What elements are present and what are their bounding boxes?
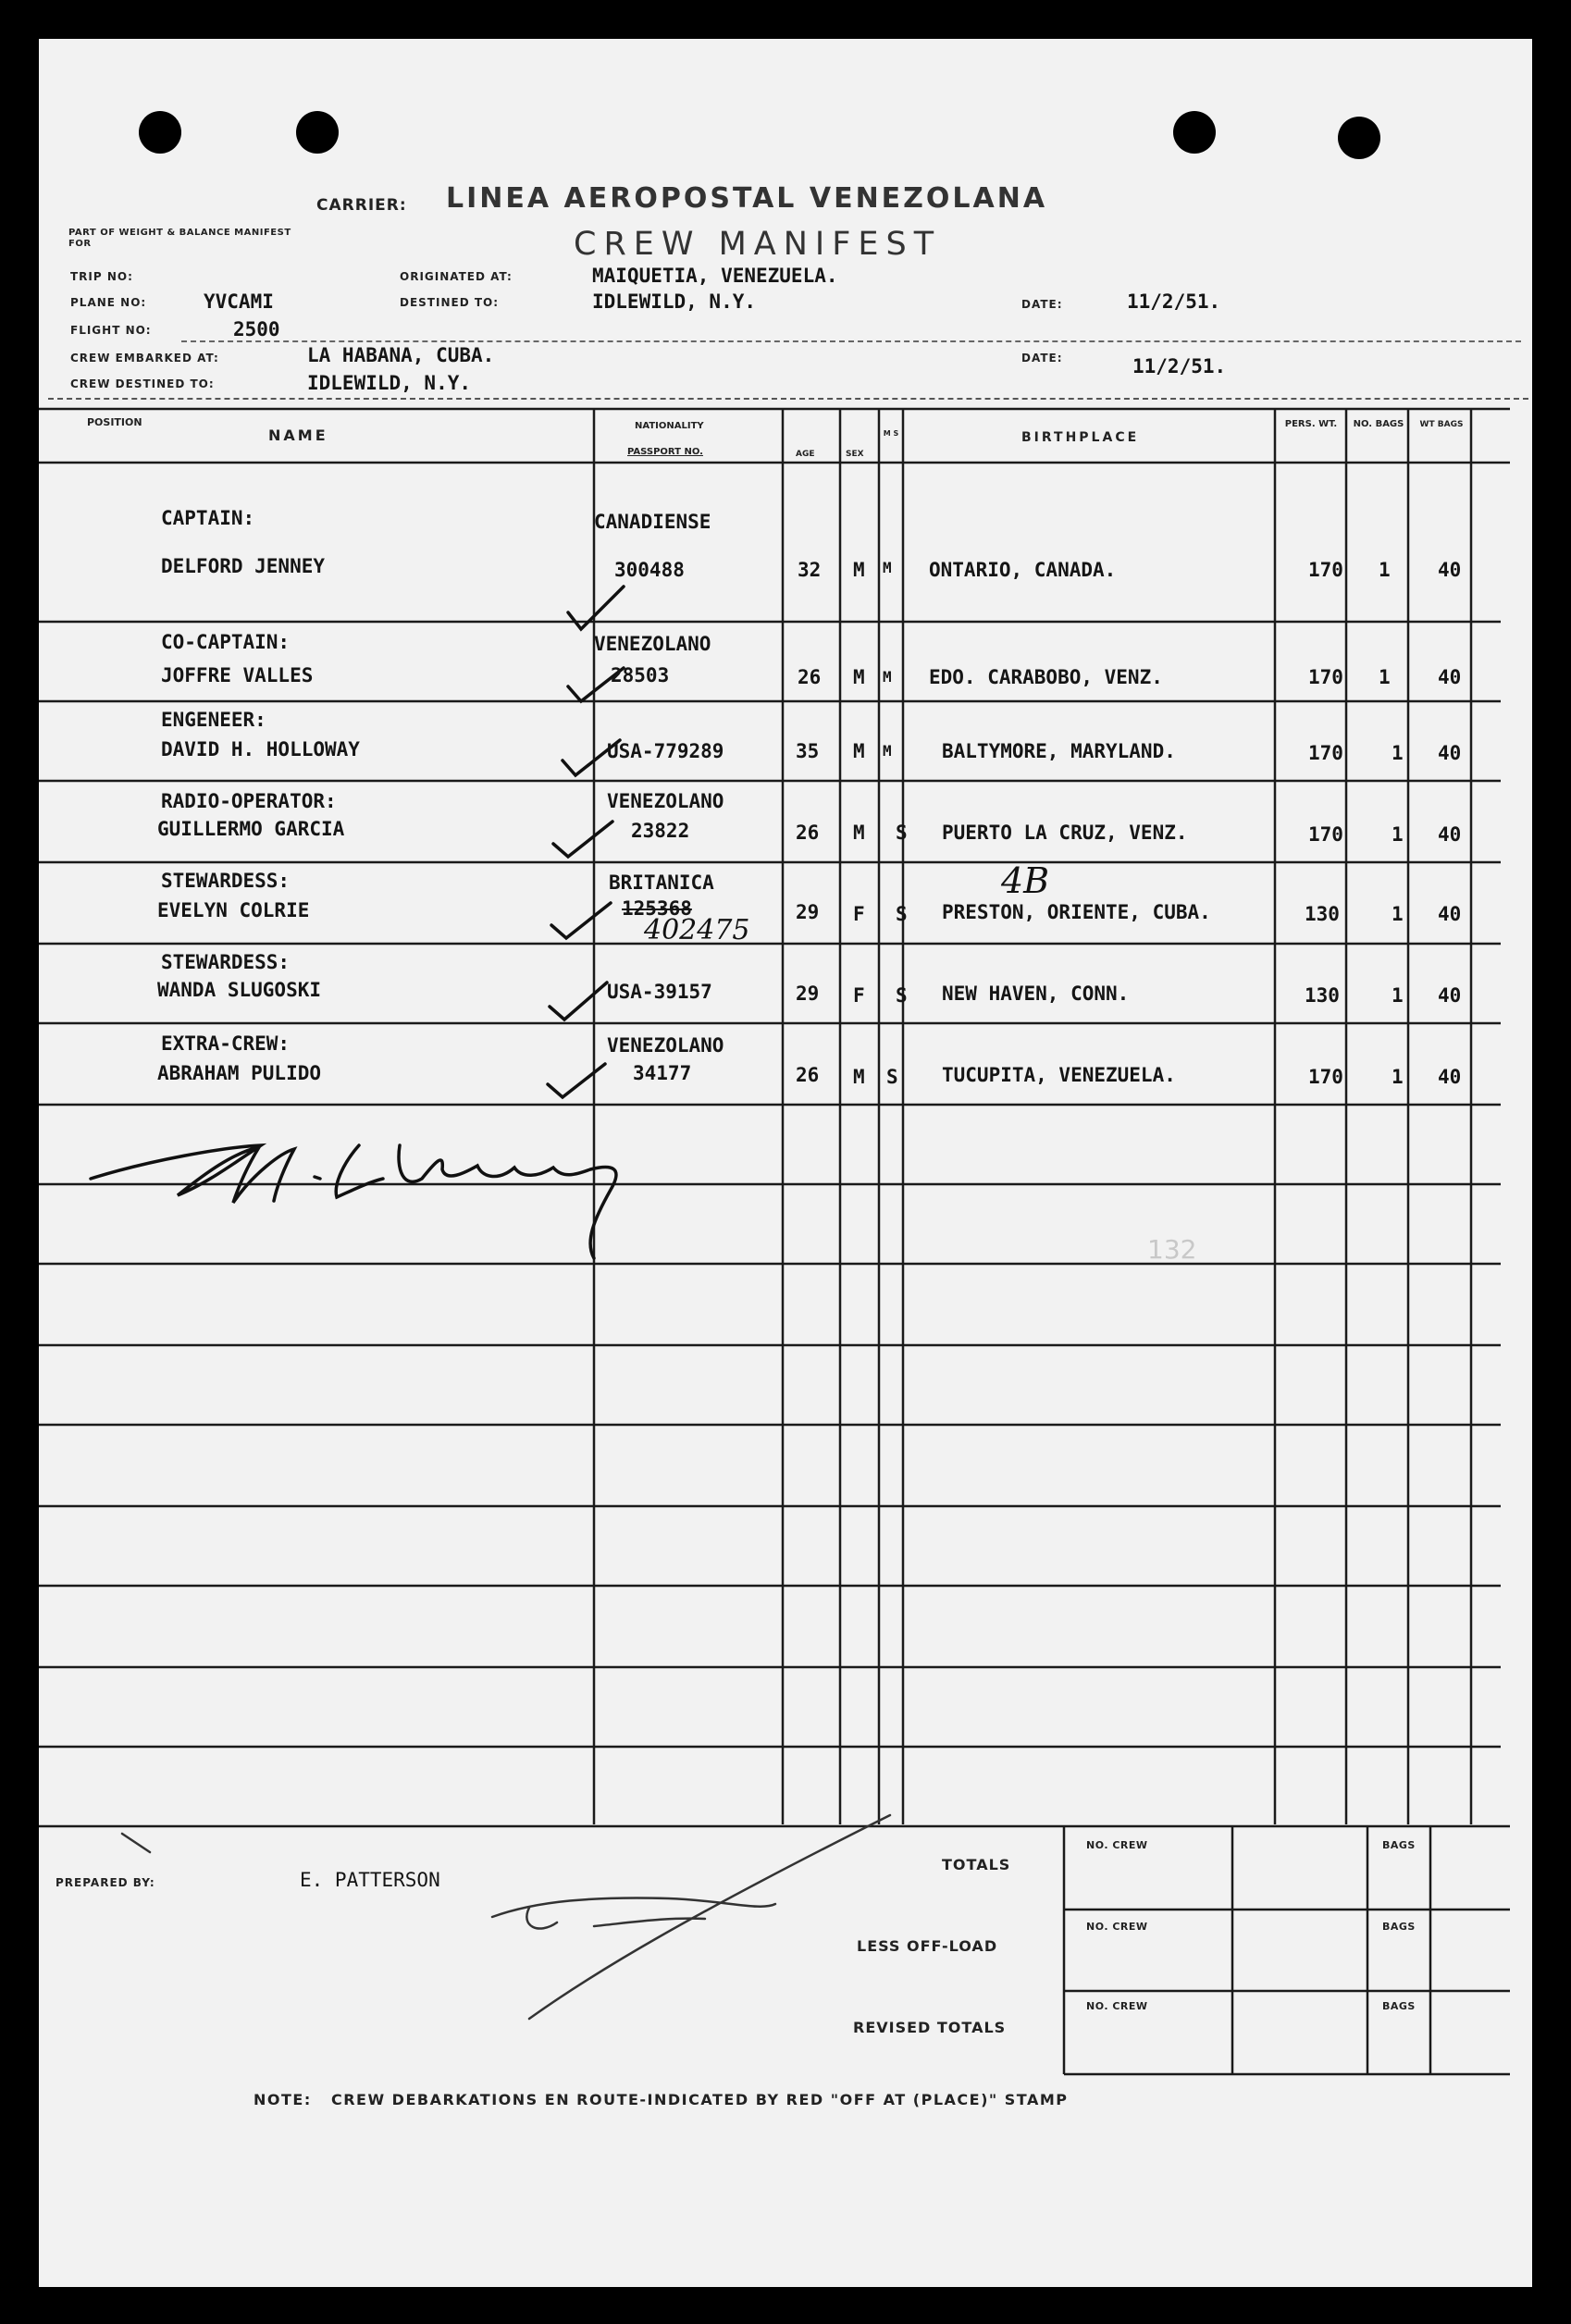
- revised-totals-label: REVISED TOTALS: [853, 2019, 1007, 2036]
- col-sex: SEX: [846, 450, 864, 459]
- col-nationality: NATIONALITY: [635, 421, 704, 431]
- crew-pers-wt: 130: [1305, 984, 1340, 1007]
- destined-value: IDLEWILD, N.Y.: [592, 290, 757, 313]
- crew-sex: M: [853, 740, 865, 762]
- crew-nationality: VENEZOLANO: [607, 790, 724, 812]
- crew-destined-value: IDLEWILD, N.Y.: [307, 372, 472, 394]
- crew-name: GUILLERMO GARCIA: [157, 818, 345, 840]
- crew-bags: 1: [1379, 559, 1391, 581]
- col-wt-bags: WT BAGS: [1419, 420, 1464, 429]
- crew-name: ABRAHAM PULIDO: [157, 1062, 322, 1084]
- crew-bags: 1: [1379, 666, 1391, 688]
- crew-marital: M: [883, 559, 892, 576]
- crew-birthplace: PUERTO LA CRUZ, VENZ.: [942, 822, 1188, 844]
- table-grid: [39, 39, 1532, 2287]
- col-ms: M S: [883, 429, 899, 438]
- crew-age: 26: [796, 1064, 820, 1086]
- crew-birthplace: BALTYMORE, MARYLAND.: [942, 740, 1176, 762]
- crew-position: STEWARDESS:: [161, 951, 291, 973]
- crew-passport: 300488: [614, 559, 685, 581]
- crew-sex: M: [853, 822, 865, 844]
- crew-name: JOFFRE VALLES: [161, 664, 314, 686]
- plane-no-value: YVCAMI: [204, 290, 274, 313]
- crew-birthplace: PRESTON, ORIENTE, CUBA.: [942, 901, 1211, 923]
- crew-age: 26: [796, 822, 820, 844]
- crew-name: DAVID H. HOLLOWAY: [161, 738, 360, 760]
- col-age: AGE: [796, 450, 815, 459]
- crew-nationality: CANADIENSE: [594, 511, 711, 533]
- crew-position: CAPTAIN:: [161, 507, 255, 529]
- date-label-1: DATE:: [1021, 298, 1063, 311]
- crew-age: 35: [796, 740, 820, 762]
- crew-wt-bags: 40: [1438, 1066, 1462, 1088]
- crew-bags: 1: [1392, 742, 1404, 764]
- crew-name: WANDA SLUGOSKI: [157, 979, 322, 1001]
- crew-passport: 34177: [633, 1062, 692, 1084]
- bags-label: BAGS: [1382, 2000, 1416, 2012]
- crew-wt-bags: 40: [1438, 742, 1462, 764]
- crew-marital: S: [896, 822, 908, 844]
- crew-age: 26: [798, 666, 822, 688]
- crew-marital: S: [886, 1066, 898, 1088]
- prepared-by-label: PREPARED BY:: [56, 1876, 155, 1889]
- crew-passport: 23822: [631, 820, 690, 842]
- date-label-2: DATE:: [1021, 352, 1063, 365]
- crew-passport: USA-779289: [607, 740, 724, 762]
- col-passport: PASSPORT NO.: [627, 447, 703, 457]
- crew-wt-bags: 40: [1438, 984, 1462, 1007]
- crew-sex: M: [853, 559, 865, 581]
- totals-label: TOTALS: [942, 1856, 1011, 1873]
- embarked-value: LA HABANA, CUBA.: [307, 344, 495, 366]
- crew-pers-wt: 170: [1308, 742, 1343, 764]
- col-pers-wt: PERS. WT.: [1284, 419, 1338, 429]
- crew-marital: M: [883, 668, 892, 686]
- crew-age: 29: [796, 983, 820, 1005]
- flight-no-value: 2500: [233, 318, 280, 340]
- crew-bags: 1: [1392, 1066, 1404, 1088]
- col-birthplace: BIRTHPLACE: [1021, 430, 1140, 445]
- no-crew-label: NO. CREW: [1086, 2000, 1148, 2012]
- prepared-by-value: E. PATTERSON: [300, 1869, 440, 1891]
- crew-name: DELFORD JENNEY: [161, 555, 326, 577]
- carrier-label: CARRIER:: [316, 196, 407, 215]
- originated-value: MAIQUETIA, VENEZUELA.: [592, 265, 838, 287]
- no-crew-label: NO. CREW: [1086, 1839, 1148, 1851]
- crew-destined-label: CREW DESTINED TO:: [70, 377, 215, 390]
- crew-marital: S: [896, 984, 908, 1007]
- crew-wt-bags: 40: [1438, 903, 1462, 925]
- part-of-manifest-label: PART OF WEIGHT & BALANCE MANIFEST FOR: [68, 228, 291, 249]
- col-no-bags: NO. BAGS: [1353, 419, 1404, 429]
- page-title: CREW MANIFEST: [574, 226, 942, 263]
- crew-passport-handwritten: 402475: [644, 914, 750, 946]
- crew-sex: F: [853, 903, 865, 925]
- crew-wt-bags: 40: [1438, 823, 1462, 846]
- crew-position: EXTRA-CREW:: [161, 1032, 291, 1055]
- crew-sex: M: [853, 1066, 865, 1088]
- crew-pers-wt: 170: [1308, 666, 1343, 688]
- no-crew-label: NO. CREW: [1086, 1921, 1148, 1933]
- crew-birthplace-handwritten: 4B: [1001, 860, 1050, 901]
- footer-note: NOTE: CREW DEBARKATIONS EN ROUTE-INDICATED BY RED "OFF AT (PLACE)" STAMP: [254, 2091, 1069, 2108]
- col-name: NAME: [268, 426, 328, 444]
- crew-pers-wt: 170: [1308, 823, 1343, 846]
- bags-label: BAGS: [1382, 1921, 1416, 1933]
- trip-no-label: TRIP NO:: [70, 270, 133, 283]
- plane-no-label: PLANE NO:: [70, 296, 147, 309]
- bags-label: BAGS: [1382, 1839, 1416, 1851]
- check-marks: [548, 587, 624, 1097]
- crew-bags: 1: [1392, 984, 1404, 1007]
- crew-passport: USA-39157: [607, 981, 712, 1003]
- manifest-sheet: [39, 39, 1532, 2287]
- crew-sex: F: [853, 984, 865, 1007]
- crew-sex: M: [853, 666, 865, 688]
- crew-birthplace: EDO. CARABOBO, VENZ.: [929, 666, 1163, 688]
- embarked-label: CREW EMBARKED AT:: [70, 352, 219, 365]
- originated-label: ORIGINATED AT:: [400, 270, 513, 283]
- crew-passport: 125368: [622, 897, 692, 920]
- crew-wt-bags: 40: [1438, 559, 1462, 581]
- crew-nationality: VENEZOLANO: [594, 633, 711, 655]
- crew-nationality: BRITANICA: [609, 872, 714, 894]
- crew-passport: 28503: [611, 664, 670, 686]
- crew-bags: 1: [1392, 903, 1404, 925]
- crew-pers-wt: 170: [1308, 559, 1343, 581]
- less-offload-label: LESS OFF-LOAD: [857, 1937, 998, 1955]
- crew-position: RADIO-OPERATOR:: [161, 790, 337, 812]
- crew-age: 29: [796, 901, 820, 923]
- crew-birthplace: TUCUPITA, VENEZUELA.: [942, 1064, 1176, 1086]
- destined-label: DESTINED TO:: [400, 296, 500, 309]
- carrier-name: LINEA AEROPOSTAL VENEZOLANA: [446, 182, 1048, 215]
- crew-nationality: VENEZOLANO: [607, 1034, 724, 1057]
- col-position: POSITION: [87, 416, 142, 428]
- crew-bags: 1: [1392, 823, 1404, 846]
- signature-scribble: [91, 1145, 616, 1258]
- crew-wt-bags: 40: [1438, 666, 1462, 688]
- preparer-initials: [122, 1815, 890, 2019]
- date-value-2: 11/2/51.: [1132, 355, 1227, 377]
- date-value-1: 11/2/51.: [1127, 290, 1221, 313]
- crew-age: 32: [798, 559, 822, 581]
- crew-birthplace: NEW HAVEN, CONN.: [942, 983, 1130, 1005]
- crew-position: ENGENEER:: [161, 709, 266, 731]
- page-number: 132: [1147, 1234, 1197, 1265]
- crew-pers-wt: 170: [1308, 1066, 1343, 1088]
- crew-pers-wt: 130: [1305, 903, 1340, 925]
- crew-name: EVELYN COLRIE: [157, 899, 310, 921]
- crew-position: STEWARDESS:: [161, 870, 291, 892]
- flight-no-label: FLIGHT NO:: [70, 324, 152, 337]
- crew-marital: S: [896, 903, 908, 925]
- crew-birthplace: ONTARIO, CANADA.: [929, 559, 1117, 581]
- crew-position: CO-CAPTAIN:: [161, 631, 291, 653]
- crew-marital: M: [883, 742, 892, 760]
